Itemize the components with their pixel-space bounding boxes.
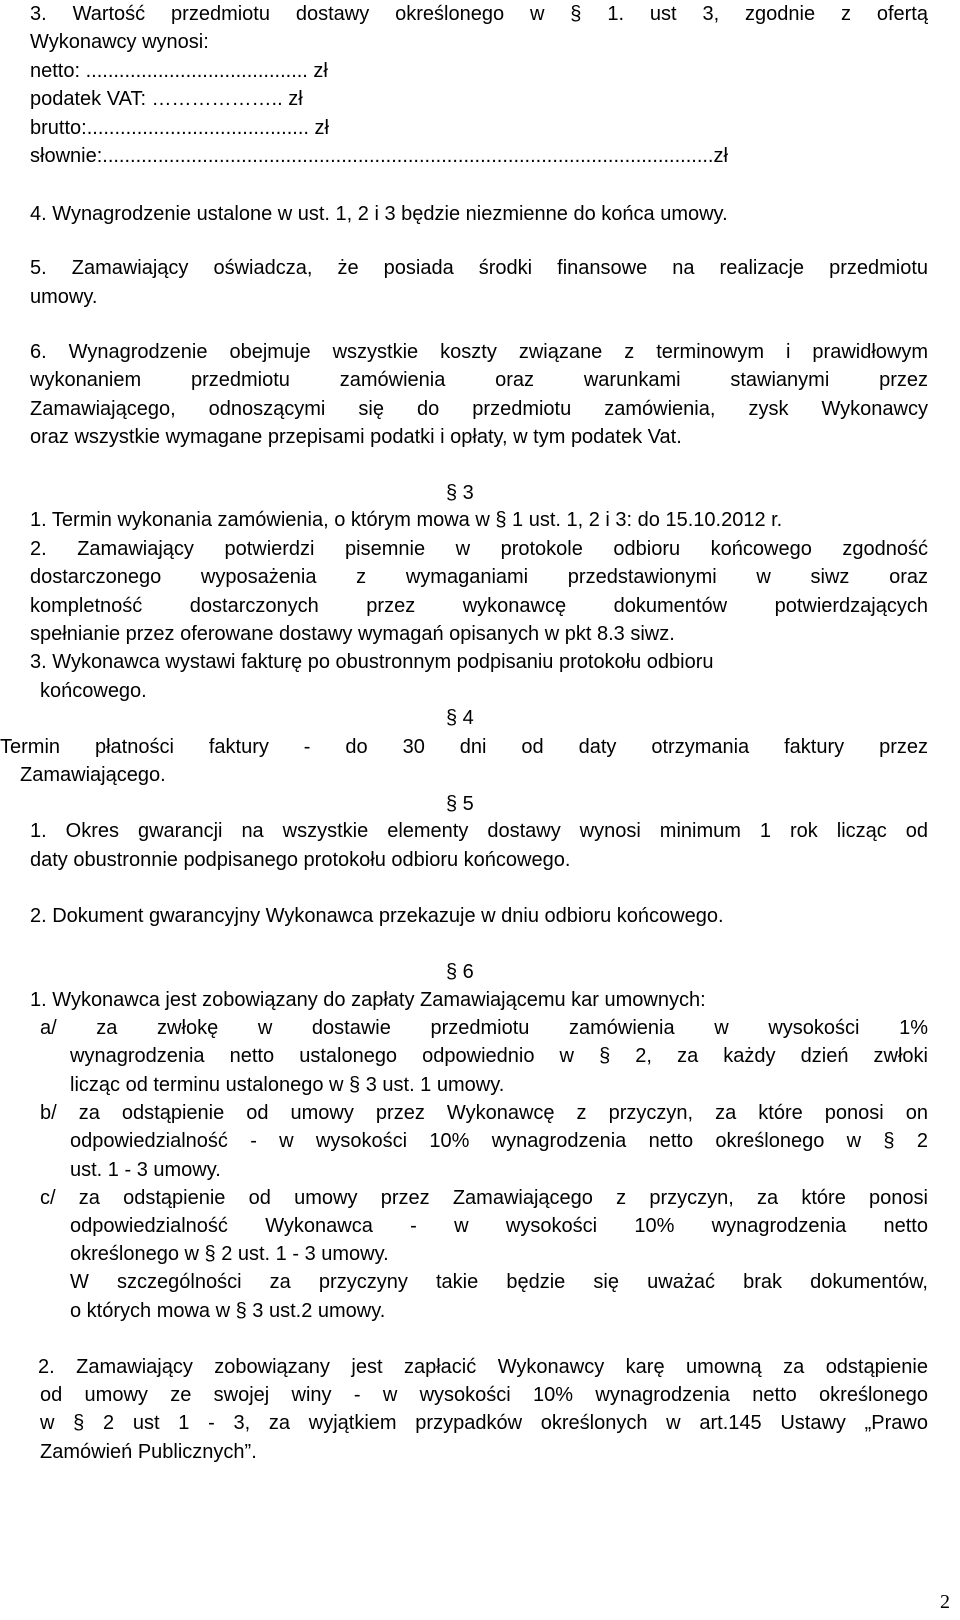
s3-item3-line1: 3. Wykonawca wystawi fakturę po obustronnym podpisaniu protokołu odbioru xyxy=(30,651,714,673)
netto-line: netto: ........................................ zł xyxy=(30,60,328,82)
s6-c-line5: o których mowa w § 3 ust.2 umowy. xyxy=(70,1300,386,1322)
s6-a-line2: wynagrodzenia netto ustalonego odpowiednio w § 2, za każdy dzień zwłoki xyxy=(70,1045,928,1067)
s3-item1: 1. Termin wykonania zamówienia, o którym mowa w § 1 ust. 1, 2 i 3: do 15.10.2012 r. xyxy=(30,509,783,531)
s5-item1-line2: daty obustronnie podpisanego protokołu odbioru końcowego. xyxy=(30,849,571,871)
s6-c-line3: określonego w § 2 ust. 1 - 3 umowy. xyxy=(70,1243,389,1265)
s6-b-line1: b/ za odstąpienie od umowy przez Wykonawcę z przyczyn, za które ponosi on xyxy=(40,1102,928,1124)
section-6-heading: § 6 xyxy=(446,961,474,983)
item3-line2: Wykonawcy wynosi: xyxy=(30,31,209,53)
s3-item2-line3: kompletność dostarczonych przez wykonawcę dokumentów potwierdzających xyxy=(30,595,928,617)
section-5-heading: § 5 xyxy=(446,793,474,815)
brutto-line: brutto:........................................ zł xyxy=(30,117,329,139)
item3-line1: 3. Wartość przedmiotu dostawy określonego w § 1. ust 3, zgodnie z ofertą xyxy=(30,3,928,25)
s3-item3-line2: końcowego. xyxy=(40,680,147,702)
section-3-heading: § 3 xyxy=(446,482,474,504)
s6-item2-line2: od umowy ze swojej winy - w wysokości 10% wynagrodzenia netto określonego xyxy=(40,1384,928,1406)
item6-line2: wykonaniem przedmiotu zamówienia oraz warunkami stawianymi przez xyxy=(30,369,928,391)
item6-line3: Zamawiającego, odnoszącymi się do przedmiotu zamówienia, zysk Wykonawcy xyxy=(30,398,928,420)
item4: 4. Wynagrodzenie ustalone w ust. 1, 2 i 3 będzie niezmienne do końca umowy. xyxy=(30,203,728,225)
item6-line1: 6. Wynagrodzenie obejmuje wszystkie koszty związane z terminowym i prawidłowym xyxy=(30,341,928,363)
s6-b-line3: ust. 1 - 3 umowy. xyxy=(70,1159,221,1181)
page-number: 2 xyxy=(940,1591,950,1613)
s6-c-line2: odpowiedzialność Wykonawca - w wysokości 10% wynagrodzenia netto xyxy=(70,1215,928,1237)
s4-line2: Zamawiającego. xyxy=(20,764,166,786)
s3-item2-line1: 2. Zamawiający potwierdzi pisemnie w protokole odbioru końcowego zgodność xyxy=(30,538,928,560)
s3-item2-line4: spełnianie przez oferowane dostawy wymagań opisanych w pkt 8.3 siwz. xyxy=(30,623,675,645)
s6-item2-line4: Zamówień Publicznych”. xyxy=(40,1441,257,1463)
item5-line1: 5. Zamawiający oświadcza, że posiada środki finansowe na realizacje przedmiotu xyxy=(30,257,928,279)
s6-c-line4: W szczególności za przyczyny takie będzie się uważać brak dokumentów, xyxy=(70,1271,928,1293)
s5-item1-line1: 1. Okres gwarancji na wszystkie elementy dostawy wynosi minimum 1 rok licząc od xyxy=(30,820,928,842)
s6-item2-line1: 2. Zamawiający zobowiązany jest zapłacić Wykonawcy karę umowną za odstąpienie xyxy=(38,1356,928,1378)
s4-line1: Termin płatności faktury - do 30 dni od daty otrzymania faktury przez xyxy=(0,736,928,758)
item6-line4: oraz wszystkie wymagane przepisami podatki i opłaty, w tym podatek Vat. xyxy=(30,426,682,448)
s6-item1: 1. Wykonawca jest zobowiązany do zapłaty Zamawiającemu kar umownych: xyxy=(30,989,706,1011)
s5-item2: 2. Dokument gwarancyjny Wykonawca przekazuje w dniu odbioru końcowego. xyxy=(30,905,724,927)
s3-item2-line2: dostarczonego wyposażenia z wymaganiami przedstawionymi w siwz oraz xyxy=(30,566,928,588)
s6-b-line2: odpowiedzialność - w wysokości 10% wynagrodzenia netto określonego w § 2 xyxy=(70,1130,928,1152)
vat-line: podatek VAT: ……………….. zł xyxy=(30,88,303,110)
s6-a-line3: licząc od terminu ustalonego w § 3 ust. 1 umowy. xyxy=(70,1074,505,1096)
section-4-heading: § 4 xyxy=(446,707,474,729)
item5-line2: umowy. xyxy=(30,286,98,308)
slownie-line: słownie:..............................................................................................................zł xyxy=(30,145,728,167)
s6-c-line1: c/ za odstąpienie od umowy przez Zamawiającego z przyczyn, za które ponosi xyxy=(40,1187,928,1209)
s6-a-line1: a/ za zwłokę w dostawie przedmiotu zamówienia w wysokości 1% xyxy=(40,1017,928,1039)
s6-item2-line3: w § 2 ust 1 - 3, za wyjątkiem przypadków określonych w art.145 Ustawy „Prawo xyxy=(40,1412,928,1434)
